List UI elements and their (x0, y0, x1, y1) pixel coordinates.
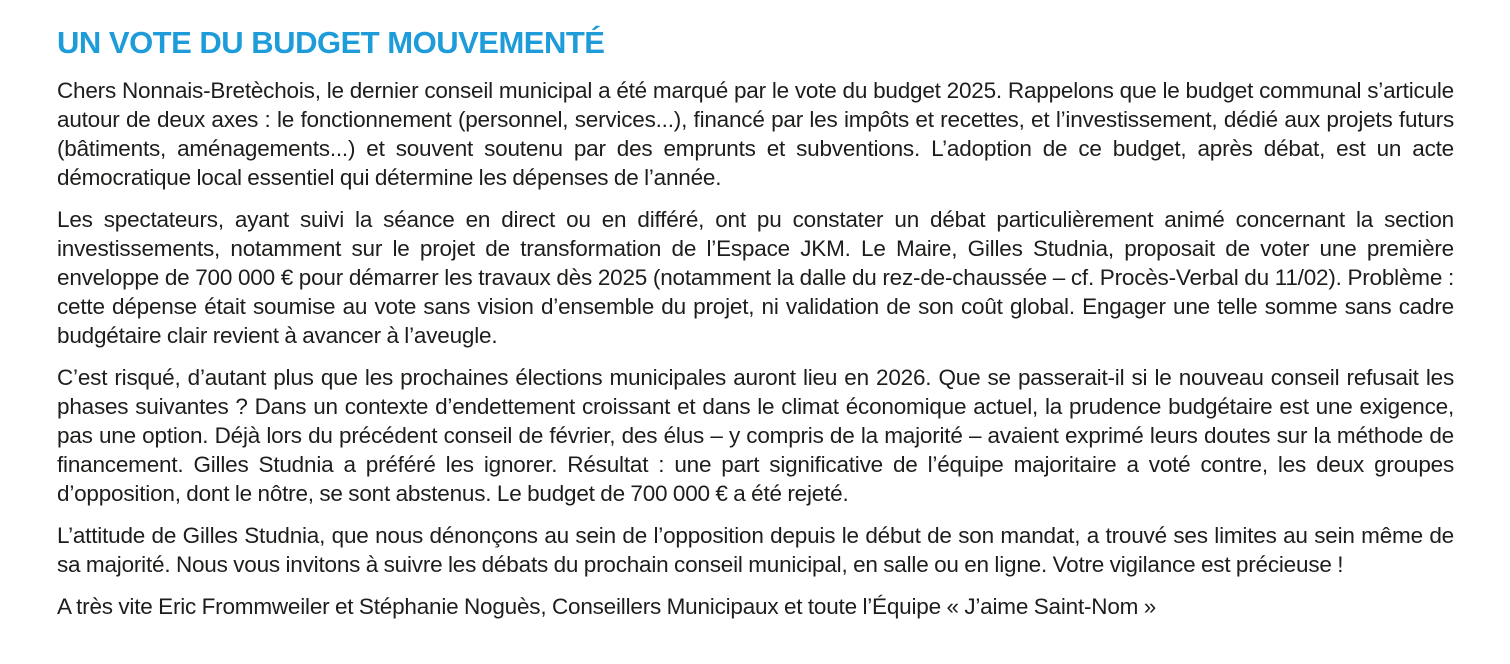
paragraph-debate-espace-jkm: Les spectateurs, ayant suivi la séance en direct ou en différé, ont pu constater un débat particulièrement animé concernant la section investissements, notamment sur le projet de transformation de l’Espace JKM. Le Maire, Gilles Studnia, proposait de voter une première enveloppe de 700 000 € pour démarrer les travaux dès 2025 (notamment la dalle du rez-de-chaussée – cf. Procès-Verbal du 11/02). Problème : cette dépense était soumise au vote sans vision d’ensemble du projet, ni validation de son coût global. Engager une telle somme sans cadre budgétaire clair revient à avancer à l’aveugle. (57, 207, 1454, 349)
paragraph-risk-2026: C’est risqué, d’autant plus que les prochaines élections municipales auront lieu en 2026. Que se passerait-il si le nouveau conseil refusait les phases suivantes ? Dans un contexte d’endettement croissant et dans le climat économique actuel, la prudence budgétaire est une exigence, pas une option. Déjà lors du précédent conseil de février, des élus – y compris de la majorité – avaient exprimé leurs doutes sur la méthode de financement. Gilles Studnia a préféré les ignorer. Résultat : une part significative de l’équipe majoritaire a voté contre, les deux groupes d’opposition, dont le nôtre, se sont abstenus. Le budget de 700 000 € a été rejeté. (57, 365, 1454, 507)
paragraph-conclusion: L’attitude de Gilles Studnia, que nous dénonçons au sein de l’opposition depuis le début de son mandat, a trouvé ses limites au sein même de sa majorité. Nous vous invitons à suivre les débats du prochain conseil municipal, en salle ou en ligne. Votre vigilance est précieuse ! (57, 523, 1454, 578)
paragraph-budget-intro: Chers Nonnais-Bretèchois, le dernier conseil municipal a été marqué par le vote du budget 2025. Rappelons que le budget communal s’articule autour de deux axes : le fonctionnement (personnel, services...), financé par les impôts et recettes, et l’investissement, dédié aux projets futurs (bâtiments, aménagements...) et souvent soutenu par des emprunts et subventions. L’adoption de ce budget, après débat, est un acte démocratique local essentiel qui détermine les dépenses de l’année. (57, 78, 1454, 191)
article-title: UN VOTE DU BUDGET MOUVEMENTÉ (57, 25, 605, 60)
paragraph-signature: A très vite Eric Frommweiler et Stéphanie Noguès, Conseillers Municipaux et toute l’Équipe « J’aime Saint-Nom » (57, 594, 1157, 620)
